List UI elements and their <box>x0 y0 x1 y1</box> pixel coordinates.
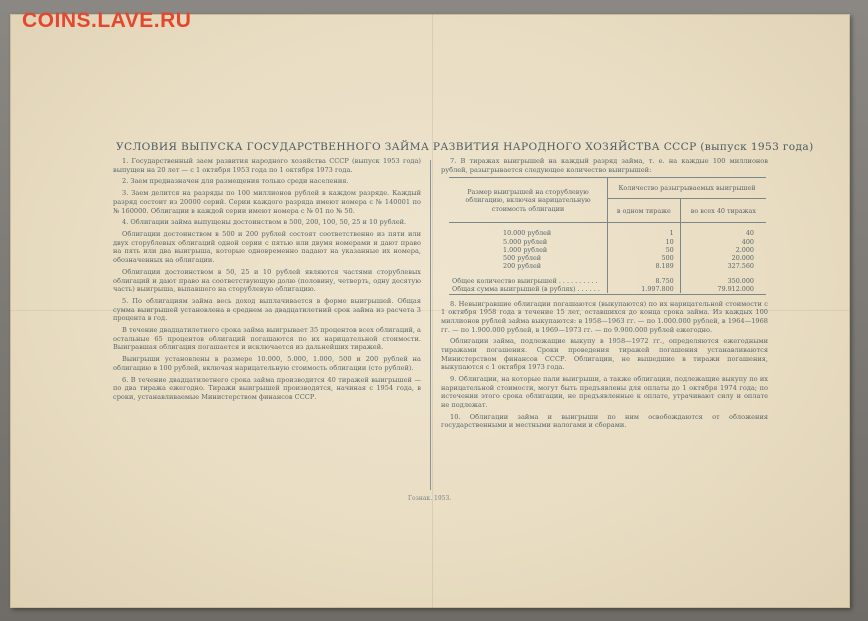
right-column <box>441 157 768 433</box>
document-title: УСЛОВИЯ ВЫПУСКА ГОСУДАРСТВЕННОГО ЗАЙМА РАЗВИТИЯ НАРОДНОГО ХОЗЯЙСТВА СССР (выпуск 1953 года) <box>116 141 814 153</box>
clause-2: 2. Заем предназначен для размещения только среди населения. <box>122 177 349 186</box>
row-one-draw: 1 <box>608 229 681 237</box>
winnings-table <box>449 177 766 294</box>
total-all-draws: 350.000 <box>727 276 754 285</box>
header-one-draw: в одном тираже <box>608 198 681 223</box>
clause-8: 8. Невыигравшие облигации погашаются (выкупаются) по их нарицательной стоимости с 1 октября 1958 года в течение 15 лет, оставшихся до конца срока займа. Из каждых 100 миллионов рублей займа выкупаются: в 1958—1963 гг. — по 1.000.000 рублей, в 1964—1968 гг. — по 1.900.000 рублей, в 1969—1973 гг. — по 9.900.000 рублей ежегодно. <box>441 299 768 334</box>
row-size: 10.000 рублей <box>449 229 608 237</box>
row-all-draws: 40 <box>745 229 754 238</box>
clause-5-note-b: Выигрыши установлены в размере 10.000, 5.000, 1.000, 500 и 200 рублей на облигацию в 100 рублей, включая нарицательную стоимость облигации (сто рублей). <box>113 355 421 372</box>
clause-9: 9. Облигации, на которые пали выигрыши, а также облигации, подлежащие выкупу по их нарицательной стоимости, могут быть предъявлены для оплаты до 1 октября 1974 года; по истечении этого срока облигации, не предъявленные к оплате, утрачивают силу и оплате не подлежат. <box>441 375 768 409</box>
row-size: 1.000 рублей <box>449 246 608 254</box>
table-row <box>449 238 766 246</box>
row-size: 200 рублей <box>449 262 608 270</box>
header-all-draws: во всех 40 тиражах <box>680 198 766 223</box>
clause-5: 5. По облигациям займа весь доход выплачивается в форме выигрышей. Общая сумма выигрышей установлена в среднем за двадцатилетний срок займа из расчета 3 процента в год. <box>113 297 421 323</box>
table-total-row <box>449 285 766 293</box>
row-size: 5.000 рублей <box>449 238 608 246</box>
left-column <box>113 157 421 405</box>
row-all-draws: 2.000 <box>735 245 754 254</box>
printer-imprint: Гознак. 1953. <box>408 495 452 502</box>
header-winning-count: Количество разыгрываемых выигрышей <box>608 178 767 198</box>
clause-1: 1. Государственный заем развития народного хозяйства СССР (выпуск 1953 года) выпущен на 20 лет — с 1 октября 1953 года по 1 октября 1973 года. <box>113 157 421 174</box>
clause-4-note-a: Облигации достоинством в 500 и 200 рублей состоят соответственно из пяти или двух сторублевых облигаций одной серии с пятью или двумя номерами и дают право на пять или два выигрыша, которые одновременно падают на указанные их номера, обозначенных на облигации. <box>113 230 421 265</box>
clause-3: 3. Заем делится на разряды по 100 миллионов рублей в каждом разряде. Каждый разряд состоит из 20000 серий. Серии каждого разряда имеют номера с № 140001 по № 160000. Облигации в каждой серии имеют номера с № 01 по № 50. <box>113 189 421 215</box>
total-all-draws: 79.912.000 <box>717 284 754 293</box>
row-all-draws: 327.560 <box>727 262 754 271</box>
total-one-draw: 8.750 <box>608 277 681 285</box>
clause-5-note-a: В течение двадцатилетнего срока займа выигрывает 35 процентов всех облигаций, а остальные 65 процентов облигаций погашаются по их нарицательной стоимости. Выигравшая облигация погашается и исключается из дальнейших тиражей. <box>113 326 421 352</box>
fold-line-vertical <box>432 14 433 608</box>
table-row <box>449 229 766 237</box>
row-size: 500 рублей <box>449 254 608 262</box>
column-divider <box>430 160 431 490</box>
clause-8-note: Облигации займа, подлежащие выкупу в 1958—1972 гг., определяются ежегодными тиражами погашения. Сроки проведения тиражей погашения устанавливаются Министерством финансов СССР. Облигации, не вышедшие в тиражи погашения, выкупаются с 1 октября 1973 года. <box>441 337 768 372</box>
total-one-draw: 1.997.800 <box>608 285 681 293</box>
row-one-draw: 50 <box>608 246 681 254</box>
table-row <box>449 246 766 254</box>
header-winning-size: Размер выигрышей на сторублевую облигацию, включая нарицательную стоимость облигации <box>449 178 608 223</box>
clause-10: 10. Облигации займа и выигрыши по ним освобождаются от обложения государственными и местными налогами и сборами. <box>441 412 768 430</box>
row-one-draw: 500 <box>608 254 681 262</box>
total-label: Общая сумма выигрышей (в рублях) . . . . . . <box>449 285 608 293</box>
table-row <box>449 262 766 270</box>
watermark: COINS.LAVE.RU <box>22 9 192 32</box>
clause-4-note-b: Облигации достоинством в 50, 25 и 10 рублей являются частями сторублевых облигаций и дают право на соответствующую долю (половину, четверть, одну десятую часть) выигрыша, выпавшего на сторублевую облигацию. <box>113 267 421 294</box>
row-one-draw: 10 <box>608 238 681 246</box>
clause-4: 4. Облигации займа выпущены достоинством в 500, 200, 100, 50, 25 и 10 рублей. <box>122 218 407 227</box>
row-all-draws: 20.000 <box>731 254 754 263</box>
clause-7: 7. В тиражах выигрышей на каждый разряд займа, т. е. на каждые 100 миллионов рублей, разыгрывается следующее количество выигрышей: <box>441 157 768 174</box>
clause-6: 6. В течение двадцатилетнего срока займа производится 40 тиражей выигрышей — по два тиража ежегодно. Тиражи выигрышей производятся, начиная с 1954 года, в сроки, устанавливаемые Министерством финансов СССР. <box>113 375 421 401</box>
table-total-row <box>449 277 766 285</box>
row-one-draw: 8.189 <box>608 262 681 270</box>
total-label: Общее количество выигрышей . . . . . . . . . . <box>449 277 608 285</box>
row-all-draws: 400 <box>741 237 754 246</box>
table-row <box>449 254 766 262</box>
